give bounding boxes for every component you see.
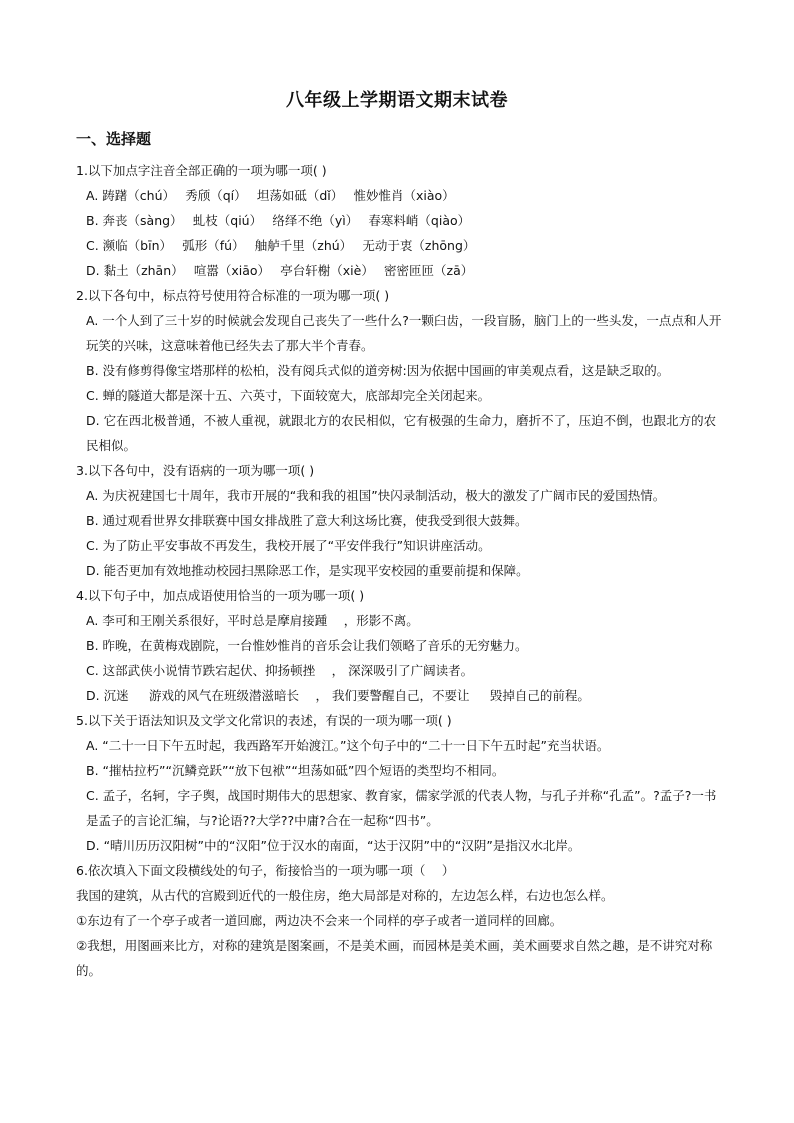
option-list — [76, 183, 722, 283]
question-3 — [76, 458, 722, 583]
option-a: A. 一个人到了三十岁的时候就会发现自己丧失了一些什么?一颗臼齿，一段盲肠，脑门上的一些头发，一点点和人开玩笑的兴味，这意味着他已经失去了那大半个青春。 — [86, 313, 722, 353]
question-stem: 6.依次填入下面文段横线处的句子，衔接恰当的一项为哪一项（ ） — [76, 863, 455, 878]
option-d: D. 沉迷 游戏的风气在班级潜滋暗长 ， 我们要警醒自己，不要让 毁掉自己的前程。 — [86, 688, 590, 703]
option-a: A. 李可和王刚关系很好，平时总是摩肩接踵 ，形影不离。 — [86, 613, 419, 628]
option-d: D. “晴川历历汉阳树”中的“汉阳”位于汉水的南面，“达于汉阴”中的“汉阴”是指汉水北岸。 — [86, 838, 581, 853]
question-stem: 5.以下关于语法知识及文学文化常识的表述，有误的一项为哪一项( ) — [76, 713, 452, 728]
question-1 — [76, 158, 722, 283]
option-c: C. 这部武侠小说情节跌宕起伏、抑扬顿挫 ， 深深吸引了广阔读者。 — [86, 663, 474, 678]
option-c: C. 濒临（bīn） 弧形（fú） 舳舻千里（zhú） 无动于衷（zhōng） — [86, 238, 476, 253]
question-2 — [76, 283, 722, 458]
option-b: B. 通过观看世界女排联赛中国女排战胜了意大利这场比赛，使我受到很大鼓舞。 — [86, 513, 528, 528]
section-heading: 一、选择题 — [76, 130, 152, 148]
option-list — [76, 483, 722, 583]
questions-content — [76, 158, 722, 983]
option-b: B. 奔丧（sàng） 虬枝（qiú） 络绎不绝（yì） 春寒料峭（qiào） — [86, 213, 471, 228]
passage-sentence-1: ①东边有了一个亭子或者一道回廊，两边决不会来一个同样的亭子或者一道同样的回廊。 — [76, 913, 563, 928]
option-b: B. “摧枯拉朽”“沉鳞竞跃”“放下包袱”“坦荡如砥”四个短语的类型均不相同。 — [86, 763, 505, 778]
option-a: A. 为庆祝建国七十周年，我市开展的“我和我的祖国”快闪录制活动，极大的激发了广阔市民的爱国热情。 — [86, 488, 666, 503]
option-d: D. 黏土（zhān） 喧嚣（xiāo） 亭台轩榭（xiè） 密密匝匝（zā） — [86, 263, 474, 278]
option-a: A. “二十一日下午五时起，我西路军开始渡江。”这个句子中的“二十一日下午五时起”充当状语。 — [86, 738, 610, 753]
exam-title: 八年级上学期语文期末试卷 — [286, 90, 508, 111]
passage-paragraph: 我国的建筑，从古代的宫殿到近代的一般住房，绝大局部是对称的，左边怎么样，右边也怎么样。 — [76, 888, 614, 903]
option-c: C. 蝉的隧道大都是深十五、六英寸，下面较宽大，底部却完全关闭起来。 — [86, 388, 491, 403]
option-a: A. 踌躇（chú） 秀颀（qí） 坦荡如砥（dǐ） 惟妙惟肖（xiào） — [86, 188, 455, 203]
question-stem: 2.以下各句中，标点符号使用符合标准的一项为哪一项( ) — [76, 288, 390, 303]
option-list — [76, 308, 722, 458]
question-stem: 4.以下句子中，加点成语使用恰当的一项为哪一项( ) — [76, 588, 365, 603]
option-b: B. 没有修剪得像宝塔那样的松柏，没有阅兵式似的道旁树:因为依据中国画的审美观点看，这是缺乏取的。 — [86, 363, 670, 378]
passage-sentence-2: ②我想，用图画来比方，对称的建筑是图案画，不是美术画，而园林是美术画，美术画要求自然之趣，是不讲究对称的。 — [76, 938, 713, 978]
option-d: D. 它在西北极普通，不被人重视，就跟北方的农民相似，它有极强的生命力，磨折不了，压迫不倒，也跟北方的农民相似。 — [86, 413, 717, 453]
option-list — [76, 733, 722, 858]
question-6 — [76, 858, 722, 983]
question-stem: 1.以下加点字注音全部正确的一项为哪一项( ) — [76, 163, 327, 178]
question-5 — [76, 708, 722, 858]
question-4 — [76, 583, 722, 708]
option-list — [76, 608, 722, 708]
question-stem: 3.以下各句中，没有语病的一项为哪一项( ) — [76, 463, 315, 478]
option-d: D. 能否更加有效地推动校园扫黑除恶工作，是实现平安校园的重要前提和保障。 — [86, 563, 529, 578]
option-c: C. 孟子，名轲，字子舆，战国时期伟大的思想家、教育家，儒家学派的代表人物，与孔子并称“孔孟”。?孟子?一书是孟子的言论汇编，与?论语??大学??中庸?合在一起称“四书”。 — [86, 788, 717, 828]
option-c: C. 为了防止平安事故不再发生，我校开展了“平安伴我行”知识讲座活动。 — [86, 538, 491, 553]
option-b: B. 昨晚，在黄梅戏剧院，一台惟妙惟肖的音乐会让我们领略了音乐的无穷魅力。 — [86, 638, 528, 653]
